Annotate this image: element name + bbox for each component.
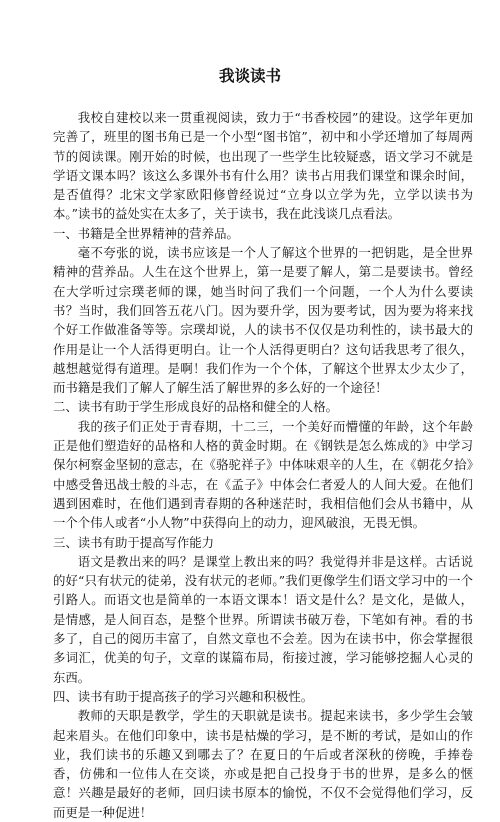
section-heading-4: 四、读书有助于提高孩子的学习兴趣和积极性。 [53,688,314,704]
paragraph-intro: 我校自建校以来一贯重视阅读，致力于“书香校园”的建设。这学年更加完善了，班里的图书角已是一个小型“图书馆”，初中和小学还增加了每周两节的阅读课。刚开始的时候，也出现了一些学生比较疑惑，语文学习不就是学语文课本吗？该这么多课外书有什么用？读书占用我们课堂和课余时间，是否值得？北宋文学家欧阳修曾经说过“立身以立学为先，立学以读书为本。”读书的益处实在太多了，关于读书，我在此浅谈几点看法。 [53,110,473,222]
paragraph-section-2: 我的孩子们正处于青春期，十二三，一个美好而懵懂的年龄，这个年龄正是他们塑造好的品格和人格的黄金时期。在《钢铁是怎么炼成的》中学习保尔柯察金坚韧的意志，在《骆驼祥子》中体味艰辛的人生，在《朝花夕拾》中感受鲁迅战士般的斗志，在《孟子》中体会仁者爱人的人间大爱。在他们遇到困难时，在他们遇到青春期的各种迷茫时，我相信他们会从书籍中，从一个个伟人或者“小人物”中获得向上的动力，迎风破浪，无畏无惧。 [53,418,473,531]
paragraph-section-3: 语文是教出来的吗？是课堂上教出来的吗？我觉得并非是这样。古话说的好“只有状元的徒弟，没有状元的老师。”我们更像学生们语文学习中的一个引路人。而语文也是简单的一本语文课本！语文是什么？是文化，是做人，是情感，是人间百态，是整个世界。所谓读书破万卷，下笔如有神。看的书多了，自己的阅历丰富了，自然文章也不会差。因为在读书中，你会掌握很多词汇，优美的句子，文章的谋篇布局，衔接过渡，学习能够挖掘人心灵的东西。 [53,553,473,685]
document-title: 我谈读书 [218,67,281,85]
section-heading-1: 一、书籍是全世界精神的营养品。 [53,225,239,241]
paragraph-section-1: 毫不夸张的说，读书应该是一个人了解这个世界的一把钥匙，是全世界精神的营养品。人生在这个世界上，第一是要了解人，第二是要读书。曾经在大学听过宗璞老师的课，她当时问了我们一个问题，一个人为什么要读书？当时，我们回答五花八门。因为要升学，因为要考试，因为要为将来找个好工作做准备等等。宗璞却说，人的读书不仅仅是功利性的，读书最大的作用是让一个人活得更明白。让一个人活得更明白？这句话我思考了很久，越想越觉得有道理。是啊！我们作为一个个体，了解这个世界太少太少了，而书籍是我们了解人了解生活了解世界的多么好的一个途径！ [53,245,473,396]
paragraph-section-4: 教师的天职是教学，学生的天职就是读书。提起来读书，多少学生会皱起来眉头。在他们印象中，读书是枯燥的学习，是不断的考试，是如山的作业，我们读书的乐趣又到哪去了？在夏日的午后或者深秋的傍晚，手捧卷香，仿佛和一位伟人在交谈，亦或是把自己投身于书的世界，是多么的惬意！兴趣是最好的老师，回归读书原本的愉悦，不仅不会觉得他们学习，反而更是一种促进！ [53,708,473,820]
section-heading-2: 二、读书有助于学生形成良好的品格和健全的人格。 [53,399,338,415]
section-heading-3: 三、读书有助于提高写作能力 [53,534,215,550]
document-body [53,108,473,822]
